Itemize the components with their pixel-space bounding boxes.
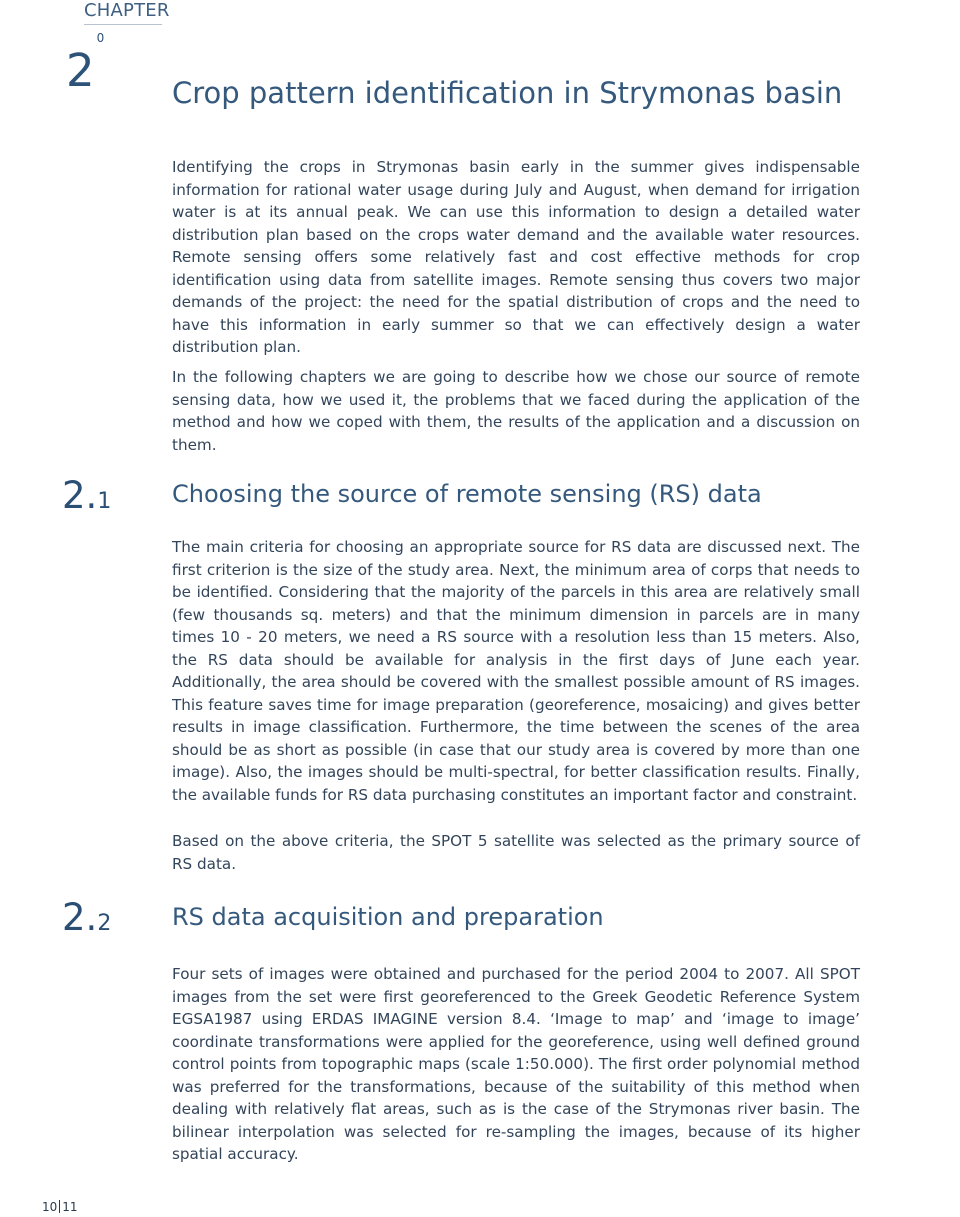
chapter-number-main: 2: [66, 44, 95, 97]
page-number-right: 11: [62, 1200, 78, 1214]
section-title-2-1: Choosing the source of remote sensing (RS) data: [172, 480, 762, 508]
chapter-label: CHAPTER: [84, 0, 170, 21]
section-2-2-paragraph-1: Four sets of images were obtained and purchased for the period 2004 to 2007. All SPOT images from the set were first georeferenced to the Greek Geodetic Reference System EGSA1987 using ERDAS IMAGINE version 8.4. ‘Image to map’ and ‘image to image’ coordinate transformations were applied for the georeference, using well defined ground control points from topographic maps (scale 1:50.000). The first order polynomial method was preferred for the transformations, because of the suitability of this method when dealing with relatively flat areas, such as is the case of the Strymonas river basin. The bilinear interpolation was selected for re-sampling the images, because of its higher spatial accuracy.: [172, 965, 860, 1163]
section-number-sub: 2: [97, 911, 112, 936]
chapter-divider: [84, 24, 162, 25]
section-2-1-paragraph-1: The main criteria for choosing an appropriate source for RS data are discussed next. The first criterion is the size of the study area. Next, the minimum area of corps that needs to be identified. Considering that the majority of the parcels in this area are relatively small (few thousands sq. meters) and that the minimum dimension in parcels are in many times 10 - 20 meters, we need a RS source with a resolution less than 15 meters. Also, the RS data should be available for analysis in the first days of June each year. Additionally, the area should be covered with the smallest possible amount of RS images. This feature saves time for image preparation (georeference, mosaicing) and gives better results in image classification. Furthermore, the time between the scenes of the area should be as short as possible (in case that our study area is covered by more than one image). Also, the images should be multi-spectral, for better classification results. Finally, the available funds for RS data purchasing constitutes an important factor and constraint.: [172, 538, 860, 804]
intro-paragraph-1: Identifying the crops in Strymonas basin early in the summer gives indispensable information for rational water usage during July and August, when demand for irrigation water is at its annual peak. We can use this information to design a detailed water distribution plan based on the crops water demand and the available water resources. Remote sensing offers some relatively fast and cost effective methods for crop identification using data from satellite images. Remote sensing thus covers two major demands of the project: the need for the spatial distribution of crops and the need to have this information in early summer so that we can effectively design a water distribution plan.: [172, 158, 860, 356]
section-number-main: 2.: [62, 896, 98, 939]
chapter-number: [66, 31, 105, 101]
page-number-left: 10: [42, 1200, 58, 1214]
page-number: [42, 1199, 78, 1215]
intro-paragraph-2: In the following chapters we are going to describe how we chose our source of remote sensing data, how we used it, the problems that we faced during the application of the method and how we coped with them, the results of the application and a discussion on them.: [172, 368, 860, 454]
section-2-1-paragraph-2: Based on the above criteria, the SPOT 5 satellite was selected as the primary source of RS data.: [172, 832, 860, 873]
section-number-main: 2.: [62, 474, 98, 517]
section-number-2-1: [62, 474, 111, 524]
chapter-title: Crop pattern identification in Strymonas basin: [172, 76, 843, 110]
section-number-2-2: [62, 896, 111, 946]
section-number-sub: 1: [97, 489, 112, 514]
page-number-separator: [59, 1200, 60, 1213]
section-title-2-2: RS data acquisition and preparation: [172, 903, 604, 931]
chapter-number-superscript: 0: [96, 31, 105, 45]
